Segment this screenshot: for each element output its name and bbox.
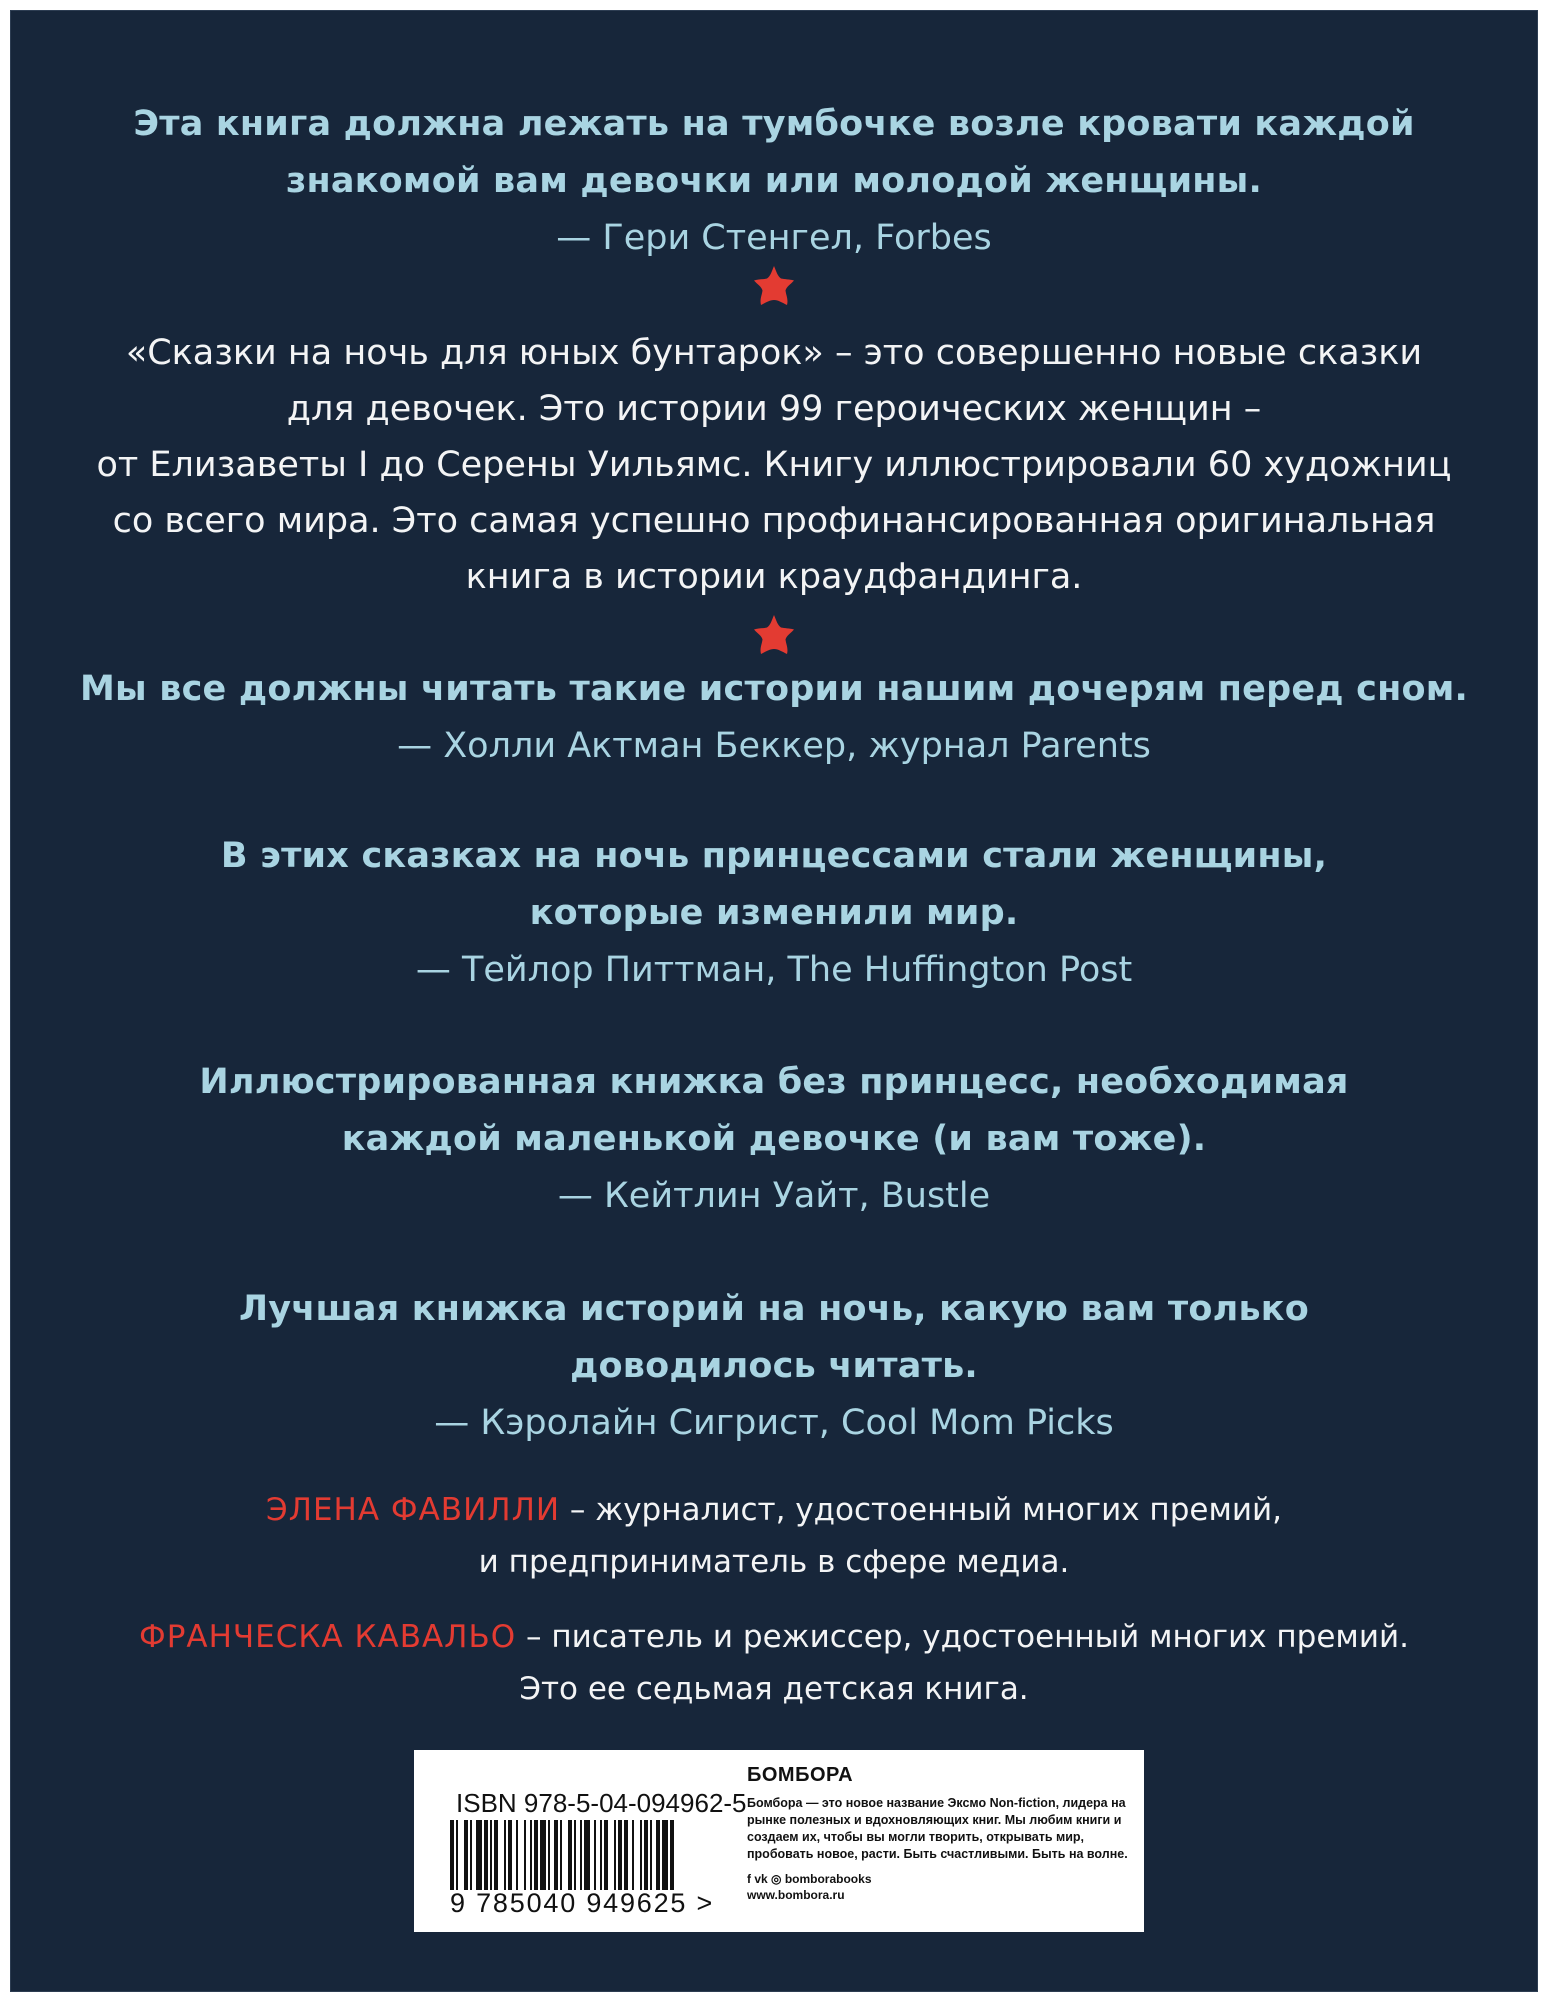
isbn-label: ISBN 978-5-04-094962-5 — [456, 1788, 747, 1818]
quote-line: доводилось читать. — [570, 1346, 978, 1386]
quote-line: В этих сказках на ночь принцессами стали женщины, — [220, 836, 1328, 876]
back-cover — [10, 10, 1538, 1992]
quote-line: знакомой вам девочки или молодой женщины. — [285, 161, 1263, 201]
publisher-description: Бомбора — это новое название Эксмо Non-fiction, лидера на рынке полезных и вдохновляющих книг. Мы любим книги и создаем их, чтобы вы могли творить, открывать мир, пробовать новое, расти. Быть счастливыми. Быть на волне. — [747, 1796, 1128, 1861]
quote-attribution: — Гери Стенгел, Forbes — [556, 218, 992, 258]
description-line: со всего мира. Это самая успешно профинансированная оригинальная — [112, 501, 1436, 541]
quote-line: каждой маленькой девочке (и вам тоже). — [341, 1119, 1207, 1159]
author-elena-favilli — [11, 1484, 1537, 1588]
quote-huffington — [11, 828, 1537, 999]
barcode-box — [414, 1750, 1144, 1932]
quote-line: Иллюстрированная книжка без принцесс, необходимая — [199, 1062, 1349, 1102]
author-bio-line: Это ее седьмая детская книга. — [519, 1671, 1029, 1707]
barcode-digits: 9 785040 949625 > — [450, 1888, 715, 1918]
quote-line: Лучшая книжка историй на ночь, какую вам только — [239, 1289, 1309, 1329]
description-line: для девочек. Это истории 99 героических женщин – — [286, 389, 1262, 429]
author-francesca-cavallo — [11, 1611, 1537, 1715]
quote-line: Мы все должны читать такие истории нашим дочерям перед сном. — [79, 669, 1469, 709]
author-bio: – журналист, удостоенный многих премий, — [560, 1492, 1282, 1528]
quote-attribution: — Кэролайн Сигрист, Cool Mom Picks — [434, 1403, 1114, 1443]
description-line: «Сказки на ночь для юных бунтарок» – это совершенно новые сказки — [125, 333, 1423, 373]
description-line: от Елизаветы I до Серены Уильямс. Книгу иллюстрировали 60 художниц — [96, 445, 1452, 485]
quote-cool-mom-picks — [11, 1281, 1537, 1452]
quote-parents — [11, 661, 1537, 775]
author-name: ФРАНЧЕСКА КАВАЛЬО — [139, 1619, 517, 1655]
quote-attribution: — Тейлор Питтман, The Huffington Post — [415, 950, 1133, 990]
quote-forbes — [11, 96, 1537, 267]
quote-attribution: — Кейтлин Уайт, Bustle — [557, 1176, 991, 1216]
barcode — [450, 1820, 730, 1890]
quote-line: Эта книга должна лежать на тумбочке возле кровати каждой — [133, 104, 1415, 144]
publisher-info — [747, 1764, 1132, 1902]
publisher-social: f vk ◎ bomborabooks — [747, 1872, 872, 1886]
red-star-icon — [751, 263, 797, 309]
book-description — [11, 325, 1537, 605]
author-bio: – писатель и режиссер, удостоенный многих премий. — [516, 1619, 1409, 1655]
red-star-icon — [751, 612, 797, 658]
quote-line: которые изменили мир. — [529, 893, 1019, 933]
publisher-name: БОМБОРА — [747, 1764, 854, 1786]
author-name: ЭЛЕНА ФАВИЛЛИ — [266, 1492, 561, 1528]
description-line: книга в истории краудфандинга. — [465, 557, 1083, 597]
quote-bustle — [11, 1054, 1537, 1225]
author-bio-line — [11, 1484, 1537, 1536]
author-bio-line: и предприниматель в сфере медиа. — [478, 1544, 1070, 1580]
quote-attribution: — Холли Актман Беккер, журнал Parents — [397, 726, 1151, 766]
author-bio-line — [11, 1611, 1537, 1663]
publisher-website: www.bombora.ru — [747, 1888, 845, 1902]
